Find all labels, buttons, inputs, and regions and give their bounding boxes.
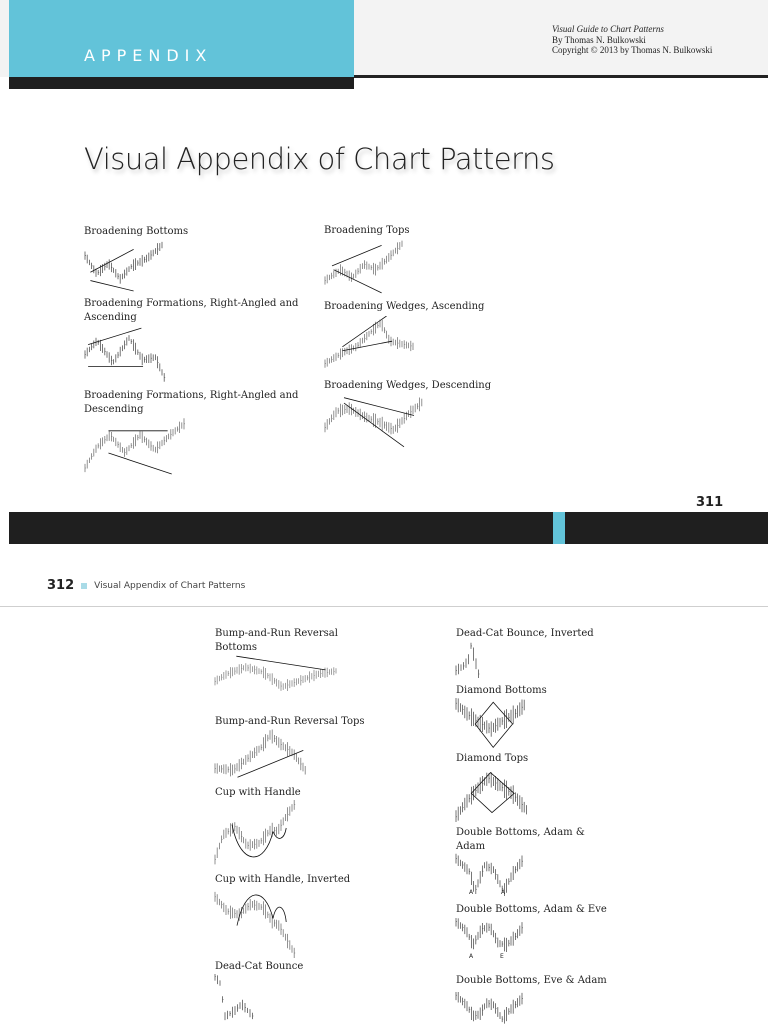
pattern-label-dead-cat-bounce-inverted: Dead-Cat Bounce, Inverted (456, 628, 594, 639)
pattern-chart-double-bottoms-eve-adam (455, 992, 525, 1024)
marker-label-e: E (500, 953, 504, 960)
pattern-label-double-bottoms-eve-adam: Double Bottoms, Eve & Adam (456, 975, 607, 986)
pattern-chart-broadening-wedges-ascending (324, 316, 416, 372)
pattern-label-diamond-tops: Diamond Tops (456, 753, 529, 764)
pattern-chart-diamond-tops (455, 770, 529, 822)
pattern-label-broadening-formations-descending: Broadening Formations, Right-Angled and Descending (84, 390, 299, 415)
pattern-label-dead-cat-bounce: Dead-Cat Bounce (215, 961, 304, 972)
pattern-chart-cup-with-handle (214, 800, 296, 870)
pattern-label-broadening-bottoms: Broadening Bottoms (84, 226, 189, 237)
cup-curve (237, 895, 273, 926)
support-line (342, 341, 392, 351)
trend-line (238, 750, 304, 777)
running-title: Visual Appendix of Chart Patterns (94, 580, 246, 591)
running-head (47, 578, 245, 593)
appendix-banner (9, 0, 354, 77)
pattern-label-double-bottoms-adam-adam: Double Bottoms, Adam & Adam (456, 827, 585, 852)
support-line (90, 281, 133, 291)
pattern-chart-double-bottoms-adam-adam (455, 852, 525, 896)
marker-label-a1: A (469, 889, 474, 896)
pattern-label-diamond-bottoms: Diamond Bottoms (456, 685, 547, 696)
bullet-square-icon (81, 583, 87, 589)
pattern-chart-double-bottoms-adam-eve (455, 918, 525, 954)
handle-curve (273, 828, 286, 838)
handle-curve (273, 907, 286, 922)
pattern-chart-cup-with-handle-inverted (214, 886, 296, 958)
page-number-312: 312 (47, 578, 75, 593)
footer-accent-block (553, 512, 565, 544)
pattern-chart-dead-cat-bounce-inverted (455, 640, 487, 678)
running-head-rule (0, 606, 768, 607)
book-author: By Thomas N. Bulkowski (552, 34, 646, 45)
pattern-label-bump-and-run-tops: Bump-and-Run Reversal Tops (215, 716, 365, 727)
header-dark-bar (9, 77, 354, 89)
pattern-label-double-bottoms-adam-eve: Double Bottoms, Adam & Eve (456, 904, 607, 915)
pattern-chart-broadening-bottoms (84, 240, 164, 292)
pattern-chart-dead-cat-bounce (214, 974, 254, 1024)
book-meta (552, 24, 712, 56)
pattern-label-cup-with-handle-inverted: Cup with Handle, Inverted (215, 874, 351, 885)
book-copyright: Copyright © 2013 by Thomas N. Bulkowski (552, 45, 713, 55)
pattern-label-broadening-wedges-ascending: Broadening Wedges, Ascending (324, 301, 485, 312)
resistance-line (344, 398, 414, 416)
trend-line (236, 656, 325, 670)
page-title: Visual Appendix of Chart Patterns (84, 142, 555, 176)
pattern-label-broadening-tops: Broadening Tops (324, 225, 410, 236)
footer-dark-bar (9, 512, 553, 544)
footer-dark-bar-right (565, 512, 768, 544)
pattern-chart-bump-and-run-bottoms (214, 654, 338, 698)
support-line (108, 453, 171, 474)
marker-label-a2: A (501, 889, 506, 896)
page-number-311: 311 (696, 495, 724, 510)
pattern-label-bump-and-run-bottoms: Bump-and-Run Reversal Bottoms (215, 628, 338, 653)
marker-label-a: A (469, 953, 474, 960)
cup-curve (232, 825, 273, 857)
resistance-line (332, 245, 382, 266)
pattern-label-cup-with-handle: Cup with Handle (215, 787, 301, 798)
header-rule (354, 75, 768, 78)
pattern-label-broadening-wedges-descending: Broadening Wedges, Descending (324, 380, 492, 391)
pattern-chart-broadening-tops (324, 240, 404, 294)
book-title: Visual Guide to Chart Patterns (552, 24, 664, 34)
section-label: APPENDIX (84, 46, 213, 65)
pattern-chart-broadening-wedges-descending (324, 395, 424, 449)
pattern-chart-diamond-bottoms (455, 698, 527, 750)
pattern-chart-bump-and-run-tops (214, 728, 308, 784)
pattern-label-broadening-formations-ascending: Broadening Formations, Right-Angled and Ascending (84, 298, 299, 323)
pattern-chart-broadening-formations-ascending (84, 327, 166, 382)
pattern-chart-broadening-formations-descending (84, 417, 186, 477)
